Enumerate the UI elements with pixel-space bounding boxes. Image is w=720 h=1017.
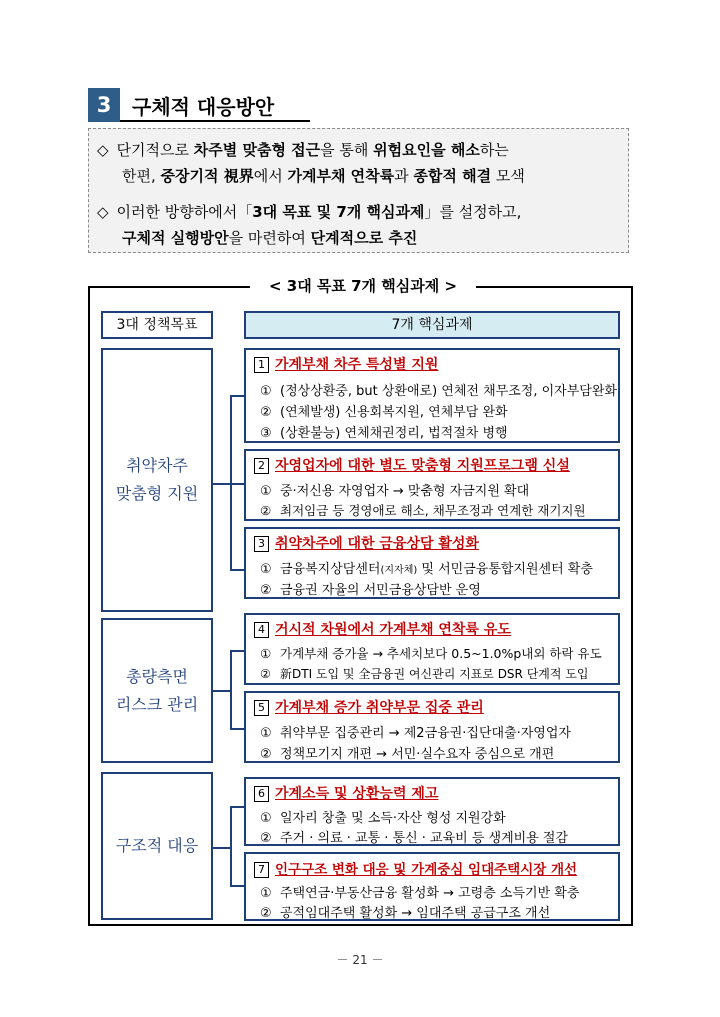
page-number: － 21 － bbox=[336, 953, 384, 967]
task-item: ② 新DTI 도입 및 全금융권 여신관리 지표로 DSR 단계적 도입 bbox=[260, 667, 589, 681]
task-box-3 bbox=[244, 527, 620, 599]
task-number-badge: 6 bbox=[254, 786, 269, 802]
section-underline bbox=[120, 120, 310, 122]
summary-bullet-2-line-2: 구체적 실행방안을 마련하여 단계적으로 추진 bbox=[122, 229, 418, 247]
task-number-badge: 3 bbox=[254, 536, 269, 552]
header-core-tasks: 7개 핵심과제 bbox=[244, 311, 620, 339]
task-item: ② 주거 · 의료 · 교통 · 통신 · 교육비 등 생계비용 절감 bbox=[260, 831, 569, 846]
summary-bullet-2-line-1: ◇ 이러한 방향하에서「3대 목표 및 7개 핵심과제」를 설정하고, bbox=[97, 203, 522, 221]
task-box-6 bbox=[244, 777, 620, 846]
connector bbox=[230, 806, 232, 887]
goal-vulnerable-borrowers: 취약차주 맞춤형 지원 bbox=[101, 348, 213, 612]
task-number-badge: 4 bbox=[254, 622, 269, 638]
task-item: ① 금융복지상담센터(지자체) 및 서민금융통합지원센터 확충 bbox=[260, 562, 593, 577]
goal-aggregate-risk: 총량측면 리스크 관리 bbox=[101, 618, 213, 763]
summary-box bbox=[88, 128, 629, 253]
task-number-badge: 5 bbox=[254, 700, 269, 716]
task-number-badge: 7 bbox=[254, 862, 269, 878]
task-item: ① 주택연금·부동산금융 활성화 → 고령층 소득기반 확충 bbox=[260, 886, 580, 901]
task-title: 6 가계소득 및 상환능력 제고 bbox=[254, 783, 438, 803]
connector bbox=[230, 395, 244, 397]
summary-bullet-1-line-1: ◇ 단기적으로 차주별 맞춤형 접근을 통해 위험요인을 해소하는 bbox=[97, 141, 509, 159]
task-item: ② (연체발생) 신용회복지원, 연체부담 완화 bbox=[260, 405, 508, 420]
task-box-2 bbox=[244, 449, 620, 521]
task-box-1 bbox=[244, 348, 620, 443]
task-item: ① 일자리 창출 및 소득·자산 형성 지원강화 bbox=[260, 811, 506, 826]
task-number-badge: 2 bbox=[254, 458, 269, 474]
task-number-badge: 1 bbox=[254, 357, 269, 373]
section-number-badge: 3 bbox=[88, 88, 120, 122]
goal-structural-response: 구조적 대응 bbox=[101, 772, 213, 920]
task-title: 5 가계부채 증가 취약부문 집중 관리 bbox=[254, 697, 484, 717]
connector bbox=[230, 806, 244, 808]
task-item: ① 취약부문 집중관리 → 제2금융권·집단대출·자영업자 bbox=[260, 726, 571, 741]
diamond-bullet-icon: ◇ bbox=[97, 141, 109, 159]
task-box-5 bbox=[244, 691, 620, 763]
task-title: 4 거시적 차원에서 가계부채 연착륙 유도 bbox=[254, 619, 511, 639]
task-title: 3 취약차주에 대한 금융상담 활성화 bbox=[254, 533, 479, 553]
task-item: ① 가계부채 증가율 → 추세치보다 0.5~1.0%p내외 하락 유도 bbox=[260, 646, 602, 661]
task-title: 1 가계부채 차주 특성별 지원 bbox=[254, 354, 438, 374]
diagram-title: < 3대 목표 7개 핵심과제 > bbox=[250, 274, 476, 298]
connector bbox=[230, 569, 244, 571]
section-title: 구체적 대응방안 bbox=[132, 95, 275, 119]
task-item: ③ (상환불능) 연체채권정리, 법적절차 병행 bbox=[260, 426, 508, 441]
task-item: ② 공적임대주택 활성화 → 임대주택 공급구조 개선 bbox=[260, 906, 551, 921]
diamond-bullet-icon: ◇ bbox=[97, 203, 109, 221]
summary-bullet-1-line-2: 한편, 중장기적 視界에서 가계부채 연착륙과 종합적 해결 모색 bbox=[122, 167, 525, 185]
connector bbox=[230, 728, 244, 730]
connector bbox=[230, 885, 244, 887]
connector bbox=[213, 690, 231, 692]
task-box-7 bbox=[244, 852, 620, 921]
task-item: ② 정책모기지 개편 → 서민·실수요자 중심으로 개편 bbox=[260, 747, 555, 762]
connector bbox=[230, 483, 244, 485]
connector bbox=[213, 483, 231, 485]
task-title: 2 자영업자에 대한 별도 맞춤형 지원프로그램 신설 bbox=[254, 455, 570, 475]
header-policy-goals: 3대 정책목표 bbox=[101, 311, 213, 339]
connector bbox=[230, 650, 232, 730]
connector bbox=[230, 650, 244, 652]
task-item: ② 금융권 자율의 서민금융상담반 운영 bbox=[260, 583, 481, 598]
task-box-4 bbox=[244, 613, 620, 685]
task-item: ② 최저임금 등 경영애로 해소, 채무조정과 연계한 재기지원 bbox=[260, 503, 586, 518]
task-title: 7 인구구조 변화 대응 및 가계중심 임대주택시장 개선 bbox=[254, 858, 577, 878]
section-heading bbox=[88, 88, 310, 122]
task-item: ① (정상상환중, but 상환애로) 연체전 채무조정, 이자부담완화 bbox=[260, 384, 617, 399]
connector bbox=[213, 847, 231, 849]
task-item: ① 중·저신용 자영업자 → 맞춤형 자금지원 확대 bbox=[260, 484, 530, 499]
